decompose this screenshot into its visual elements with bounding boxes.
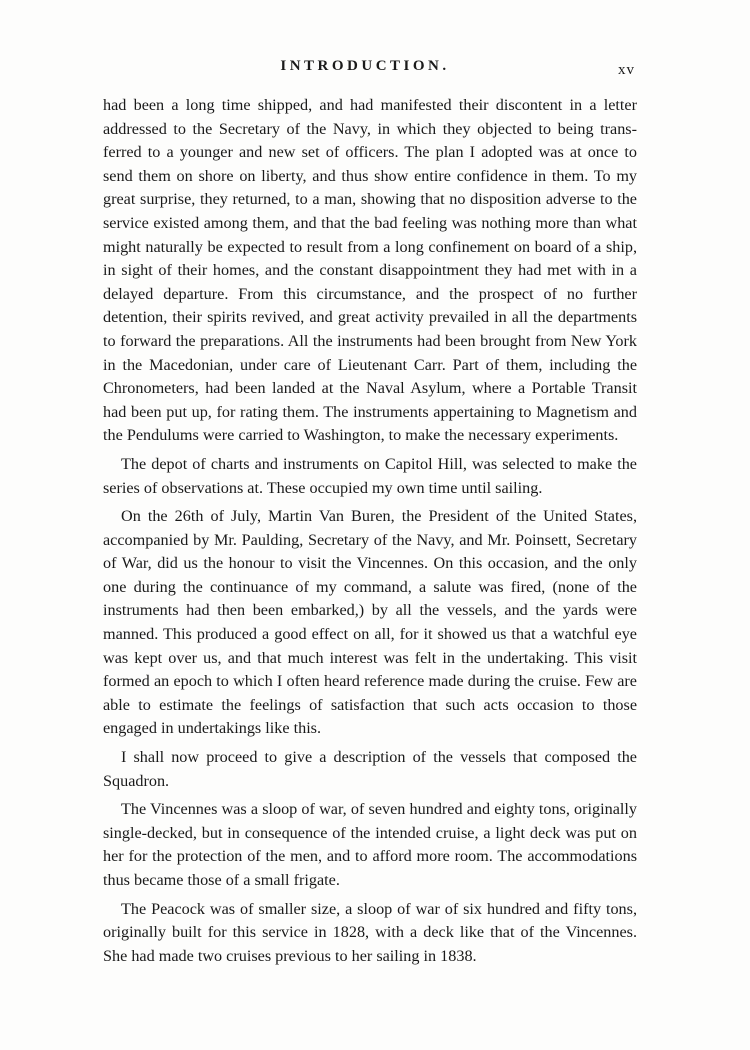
paragraph: The depot of charts and instruments on Capitol Hill, was selected to make the series of observations at. These occupied my own time until sailing. [103,454,637,497]
paragraph: I shall now proceed to give a description of the vessels that composed the Squadron. [103,748,637,790]
page-number: xv [618,62,635,78]
paragraph: On the 26th of July, Martin Van Buren, the President of the United States, accompanied by Mr. Paulding, Secretary of the Navy, and Mr. Poinsett, Secretary of War, did us the honour to visit the Vincennes. On this occasion, and the only one during the continuance of my command, a salute was fired, (none of the instruments had then been embarked,) by all the vessels, and the yards were manned. This produced a good effect on all, for it showed us that a watchful eye was kept over us, and that much interest was felt in the undertaking. This visit formed an epoch to which I often heard reference made during the cruise. Few are able to estimate the feelings of satisfaction that such acts occasion to those engaged in undertakings like this. [103,507,637,738]
paragraph: The Vincennes was a sloop of war, of seven hundred and eighty tons, originally single-decked, but in consequence of the intended cruise, a light deck was put on her for the protection of the men, and to afford more room. The accommodations thus became those of a small frigate. [103,800,637,889]
running-title: INTRODUCTION. [280,58,450,74]
running-head [0,58,750,82]
body-text [103,94,637,973]
paragraph: had been a long time shipped, and had manifested their discontent in a letter addressed to the Secretary of the Navy, in which they objected to being transferred to a younger and new set of officers. The plan I adopted was at once to send them on shore on liberty, and thus show entire confidence in them. To my great surprise, they returned, to a man, showing that no disposition adverse to the service existed among them, and that the bad feeling was nothing more than what might naturally be expected to result from a long confinement on board of a ship, in sight of their homes, and the constant disappointment they had met with in a delayed departure. From this circumstance, and the prospect of no further detention, their spirits revived, and great activity prevailed in all the departments to forward the preparations. All the instruments had been brought from New York in the Macedonian, under care of Lieutenant Carr. Part of them, including the Chronometers, had been landed at the Naval Asylum, where a Portable Transit had been put up, for rating them. The instruments appertaining to Magnetism and the Pendulums were carried to Washington, to make the necessary experiments. [103,96,637,445]
paragraph: The Peacock was of smaller size, a sloop of war of six hundred and fifty tons, originally built for this service in 1828, with a deck like that of the Vincennes. She had made two cruises previous to her sailing in 1838. [103,899,637,965]
